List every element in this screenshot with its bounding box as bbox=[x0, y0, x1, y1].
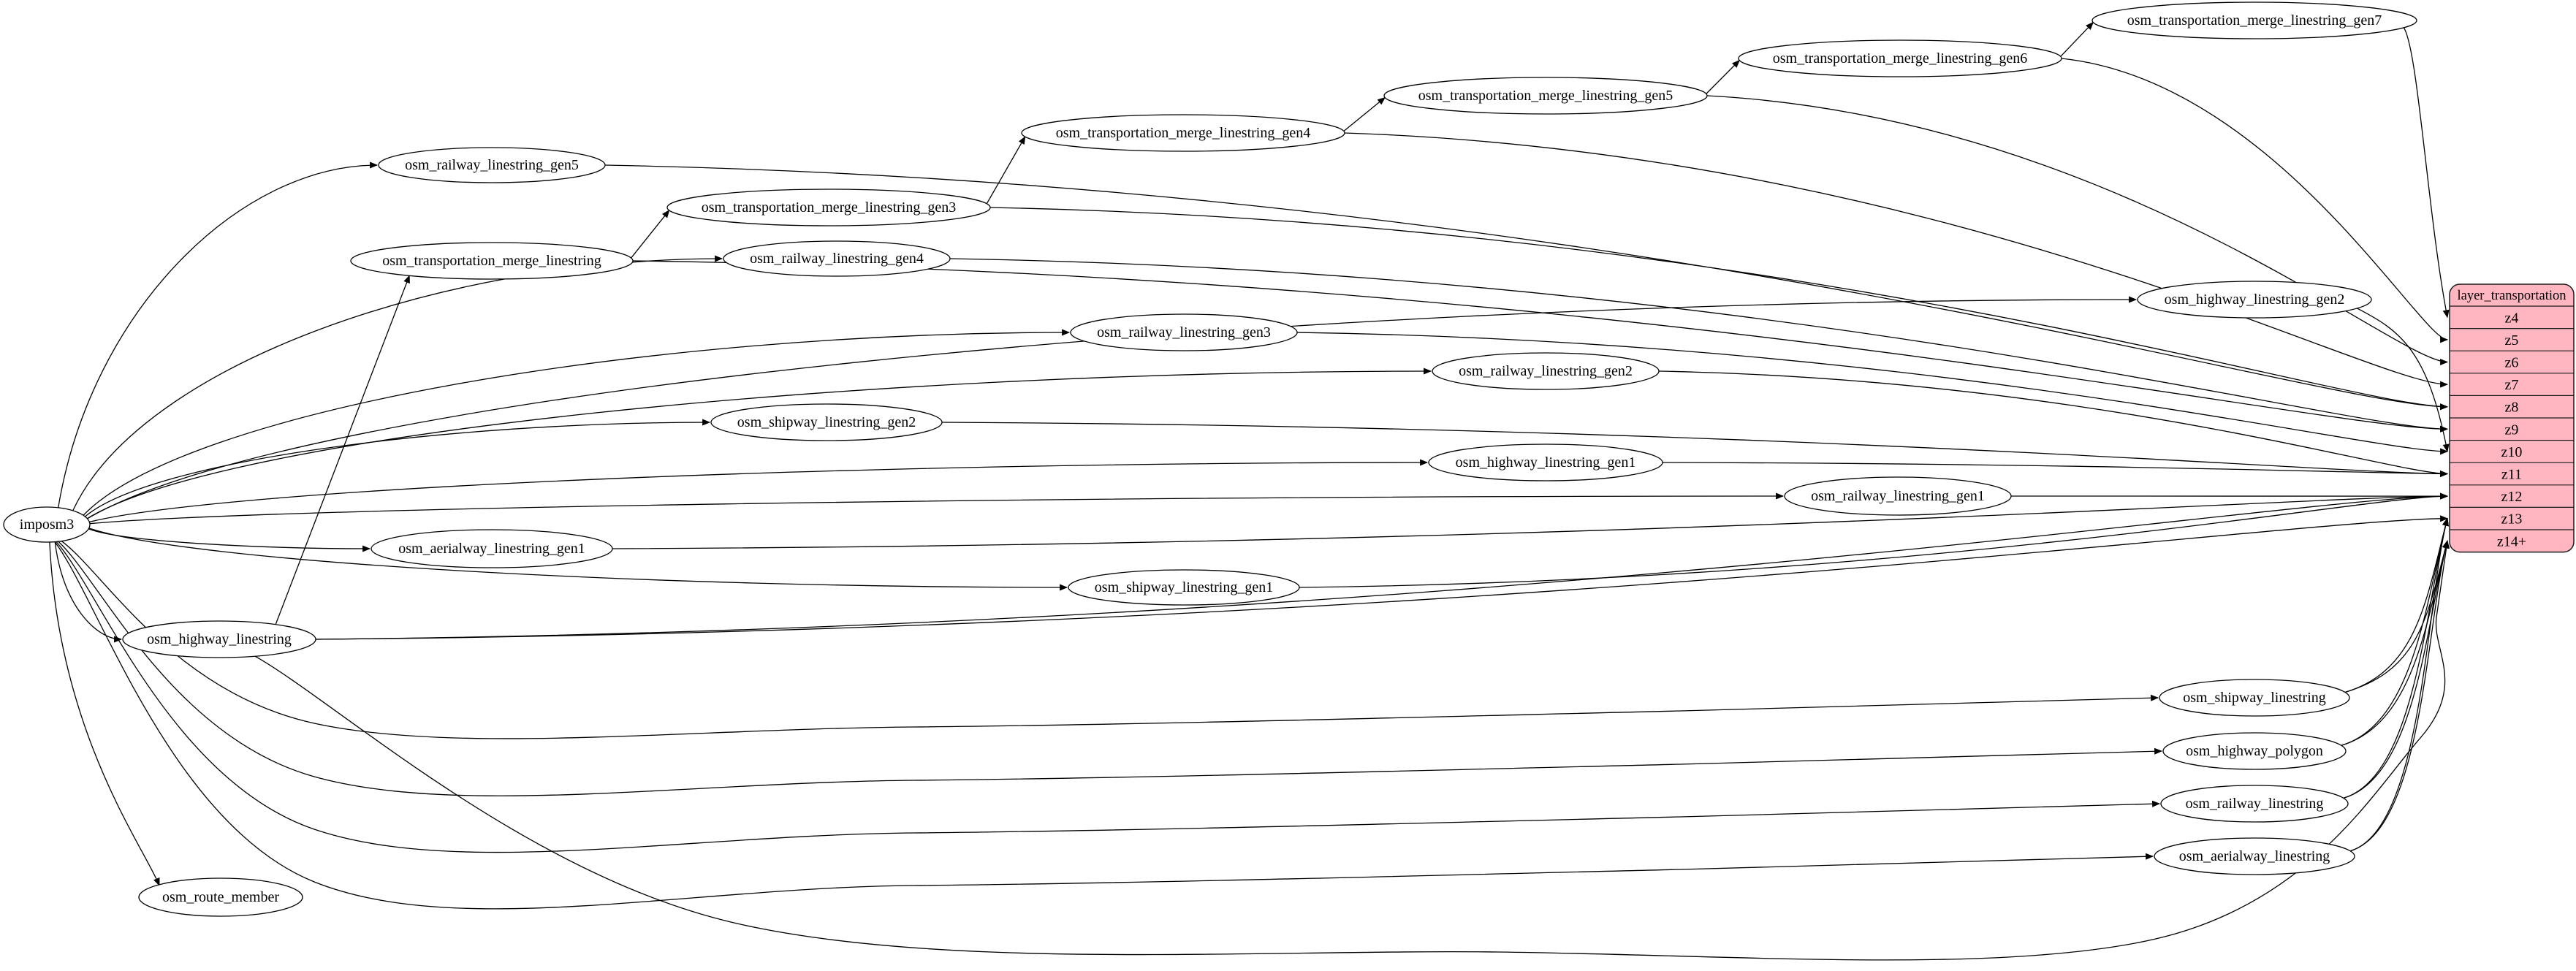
node-label: osm_transportation_merge_linestring_gen4 bbox=[1055, 125, 1311, 141]
table-row-z8: z8 bbox=[2504, 399, 2519, 416]
table-row-z13: z13 bbox=[2501, 511, 2523, 528]
node-label: osm_railway_linestring_gen3 bbox=[1097, 324, 1271, 340]
edge-osm_highway_polygon-to-z14+ bbox=[2341, 541, 2447, 745]
node-osm_railway_linestring bbox=[2161, 785, 2348, 822]
node-label: osm_transportation_merge_linestring_gen3 bbox=[701, 199, 957, 216]
node-label: osm_transportation_merge_linestring_gen7 bbox=[2127, 12, 2382, 28]
node-label: osm_railway_linestring bbox=[2185, 796, 2324, 812]
node-label: osm_transportation_merge_linestring bbox=[382, 253, 601, 269]
node-label: osm_railway_linestring_gen1 bbox=[1811, 488, 1985, 504]
node-osm_shipway_linestring_gen2 bbox=[711, 404, 942, 441]
node-osm_transportation_merge_linestring_gen6 bbox=[1739, 40, 2062, 77]
edge-osm_transportation_merge_linestring-to-osm_transportation_merge_linestring_gen3 bbox=[631, 210, 669, 258]
edge-osm_highway_linestring-to-osm_transportation_merge_linestring bbox=[276, 275, 409, 624]
node-osm_railway_linestring_gen3 bbox=[1071, 314, 1297, 351]
table-row-z14+: z14+ bbox=[2496, 533, 2527, 550]
edge-imposm3-to-osm_shipway_linestring bbox=[61, 541, 2158, 739]
node-label: osm_railway_linestring_gen4 bbox=[750, 251, 924, 267]
node-label: osm_shipway_linestring bbox=[2183, 690, 2326, 706]
edge-osm_transportation_merge_linestring_gen4-to-z7 bbox=[1345, 133, 2447, 384]
node-label: osm_aerialway_linestring_gen1 bbox=[398, 541, 585, 557]
node-osm_highway_polygon bbox=[2163, 733, 2346, 769]
node-osm_railway_linestring_gen2 bbox=[1432, 353, 1659, 389]
node-osm_route_member bbox=[139, 878, 303, 916]
node-osm_transportation_merge_linestring_gen3 bbox=[667, 189, 990, 226]
node-osm_highway_linestring_gen1 bbox=[1429, 444, 1663, 481]
table-row-z5: z5 bbox=[2504, 332, 2519, 349]
table-title: layer_transportation bbox=[2457, 289, 2566, 303]
node-osm_railway_linestring_gen5 bbox=[379, 148, 605, 183]
node-label: osm_highway_polygon bbox=[2186, 743, 2323, 759]
table-row-z10: z10 bbox=[2501, 443, 2523, 460]
edge-imposm3-to-osm_shipway_linestring_gen2 bbox=[85, 422, 710, 517]
edge-osm_highway_linestring-to-z12 bbox=[316, 496, 2447, 639]
table-row-z6: z6 bbox=[2504, 354, 2519, 371]
node-label: osm_route_member bbox=[162, 889, 279, 905]
node-osm_transportation_merge_linestring bbox=[351, 243, 633, 279]
edge-osm_transportation_merge_linestring_gen6-to-osm_transportation_merge_linestring_gen7 bbox=[2061, 23, 2094, 57]
edge-imposm3-to-osm_railway_linestring_gen2 bbox=[87, 371, 1431, 519]
node-osm_highway_linestring bbox=[123, 621, 316, 658]
node-label: osm_aerialway_linestring bbox=[2178, 848, 2330, 864]
table-row-z12: z12 bbox=[2501, 489, 2523, 506]
node-label: osm_highway_linestring_gen2 bbox=[2164, 292, 2345, 308]
node-label: osm_highway_linestring_gen1 bbox=[1455, 454, 1636, 471]
edge-imposm3-to-osm_railway_linestring_gen5 bbox=[58, 165, 377, 508]
node-osm_railway_linestring_gen1 bbox=[1785, 477, 2011, 515]
node-label: osm_transportation_merge_linestring_gen6 bbox=[1772, 50, 2028, 66]
edge-imposm3-to-osm_route_member bbox=[50, 542, 159, 886]
edge-imposm3-to-osm_highway_linestring_gen1 bbox=[89, 462, 1427, 522]
nodes-layer bbox=[4, 2, 2417, 916]
node-osm_shipway_linestring_gen1 bbox=[1068, 570, 1299, 605]
node-osm_railway_linestring_gen4 bbox=[723, 241, 950, 276]
node-label: osm_shipway_linestring_gen1 bbox=[1094, 579, 1274, 595]
node-label: osm_railway_linestring_gen5 bbox=[405, 157, 579, 173]
edge-osm_highway_linestring_gen2-to-z10 bbox=[2357, 308, 2447, 452]
node-label: osm_railway_linestring_gen2 bbox=[1459, 363, 1633, 379]
table-row-z4: z4 bbox=[2504, 310, 2519, 327]
edge-osm_transportation_merge_linestring_gen5-to-osm_transportation_merge_linestring_gen6 bbox=[1706, 61, 1739, 94]
table-row-z9: z9 bbox=[2504, 422, 2519, 438]
edge-osm_transportation_merge_linestring_gen3-to-osm_transportation_merge_linestring_gen4 bbox=[987, 137, 1025, 204]
node-label: osm_highway_linestring bbox=[147, 631, 292, 647]
edge-osm_transportation_merge_linestring_gen4-to-osm_transportation_merge_linestring_gen5 bbox=[1344, 98, 1385, 132]
table-layer-transportation bbox=[2450, 284, 2574, 552]
node-imposm3 bbox=[4, 507, 90, 542]
node-label: imposm3 bbox=[19, 517, 75, 533]
edge-osm_transportation_merge_linestring_gen5-to-z6 bbox=[1707, 96, 2447, 362]
edge-osm_aerialway_linestring_gen1-to-z12 bbox=[612, 496, 2447, 549]
node-osm_shipway_linestring bbox=[2159, 679, 2349, 716]
node-label: osm_transportation_merge_linestring_gen5 bbox=[1418, 88, 1673, 104]
edge-imposm3-to-osm_railway_linestring_gen1 bbox=[90, 496, 1783, 524]
edge-osm_highway_linestring_gen1-to-z11 bbox=[1663, 462, 2447, 474]
node-osm_transportation_merge_linestring_gen5 bbox=[1384, 77, 1707, 114]
table-layer bbox=[2450, 284, 2574, 552]
node-osm_transportation_merge_linestring_gen4 bbox=[1022, 115, 1345, 151]
node-osm_transportation_merge_linestring_gen7 bbox=[2092, 2, 2417, 39]
edge-osm_railway_linestring-to-z13 bbox=[2344, 519, 2447, 799]
table-row-z7: z7 bbox=[2504, 377, 2519, 394]
node-osm_aerialway_linestring bbox=[2154, 838, 2355, 875]
node-label: osm_shipway_linestring_gen2 bbox=[737, 414, 916, 430]
edge-imposm3-to-osm_railway_linestring_gen4 bbox=[73, 259, 722, 511]
table-row-z11: z11 bbox=[2501, 466, 2523, 483]
edge-osm_transportation_merge_linestring_gen7-to-z4 bbox=[2404, 28, 2447, 318]
node-osm_highway_linestring_gen2 bbox=[2138, 281, 2371, 318]
node-osm_aerialway_linestring_gen1 bbox=[371, 530, 612, 568]
